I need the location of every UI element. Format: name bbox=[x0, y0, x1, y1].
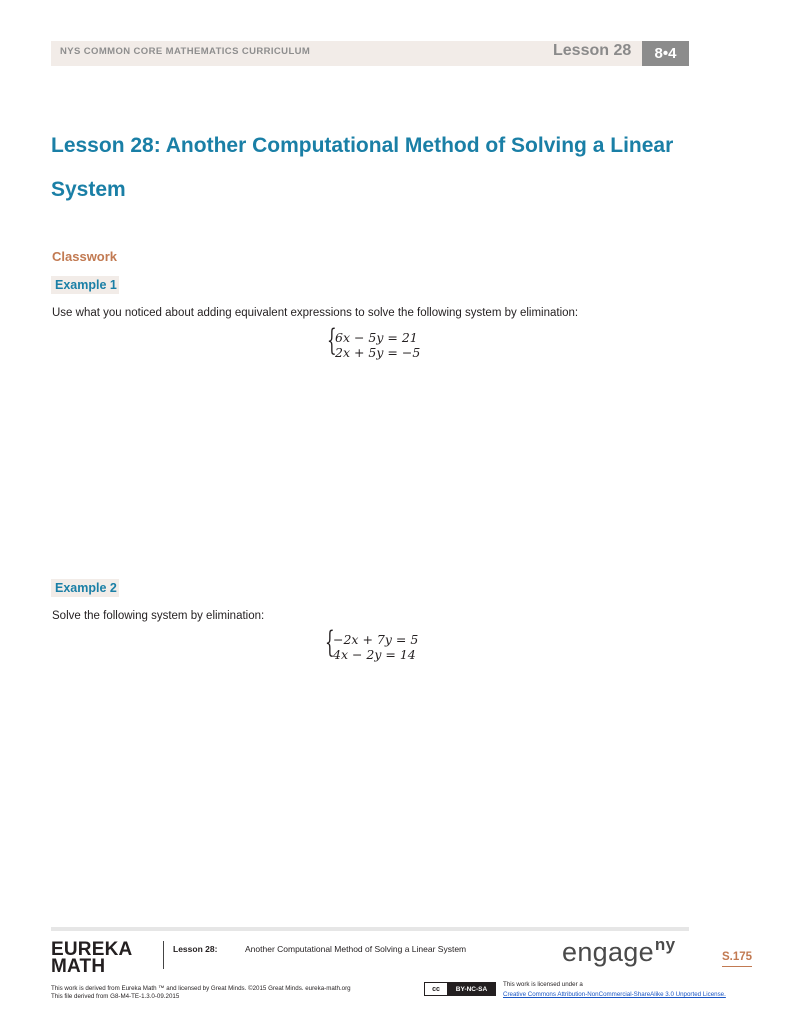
brace-icon: { bbox=[327, 323, 337, 358]
example-2-equation-1: −2x + 7y = 5 bbox=[333, 632, 419, 647]
footer-title: Another Computational Method of Solving a Linear System bbox=[245, 944, 467, 954]
example-1-label: Example 1 bbox=[51, 276, 119, 294]
example-1-equation-2: 2x + 5y = −5 bbox=[335, 345, 421, 360]
module-badge: 8•4 bbox=[642, 41, 689, 66]
cc-icon: cc bbox=[425, 983, 448, 995]
cc-license-badge bbox=[424, 982, 496, 996]
example-1-prompt: Use what you noticed about adding equivalent expressions to solve the following system by elimination: bbox=[52, 307, 579, 319]
classwork-heading: Classwork bbox=[52, 249, 118, 264]
footer-divider bbox=[163, 941, 164, 969]
example-2-prompt: Solve the following system by elimination: bbox=[52, 610, 265, 622]
engage-text: engage bbox=[562, 937, 654, 967]
footer-rule bbox=[51, 927, 689, 931]
derived-notice: This work is derived from Eureka Math ™ and licensed by Great Minds. ©2015 Great Minds. eureka-math.org bbox=[51, 985, 351, 992]
example-2-equation-2: 4x − 2y = 14 bbox=[333, 647, 416, 662]
engageny-logo bbox=[562, 935, 675, 968]
footer-lesson: Lesson 28: bbox=[173, 944, 218, 954]
logo-line-2: MATH bbox=[51, 956, 106, 977]
curriculum-label: NYS COMMON CORE MATHEMATICS CURRICULUM bbox=[60, 46, 311, 57]
ny-text: ny bbox=[654, 935, 676, 954]
eureka-math-logo bbox=[51, 941, 132, 975]
cc-license-type: BY-NC-SA bbox=[448, 983, 495, 995]
license-link[interactable]: Creative Commons Attribution-NonCommercial-ShareAlike 3.0 Unported License. bbox=[503, 991, 726, 998]
brace-icon: { bbox=[325, 625, 335, 660]
example-2-label: Example 2 bbox=[51, 579, 119, 597]
licensed-under: This work is licensed under a bbox=[503, 981, 583, 988]
logo-line-1: EUREKA bbox=[51, 939, 133, 960]
file-source: This file derived from G8-M4-TE-1.3.0-09.2015 bbox=[51, 993, 180, 1000]
lesson-tag: Lesson 28 bbox=[553, 42, 632, 59]
page-title-line1: Lesson 28: Another Computational Method of Solving a Linear bbox=[51, 134, 674, 157]
page-number: S.175 bbox=[722, 951, 752, 967]
example-1-equation-1: 6x − 5y = 21 bbox=[335, 330, 418, 345]
page-title-line2: System bbox=[51, 178, 126, 201]
